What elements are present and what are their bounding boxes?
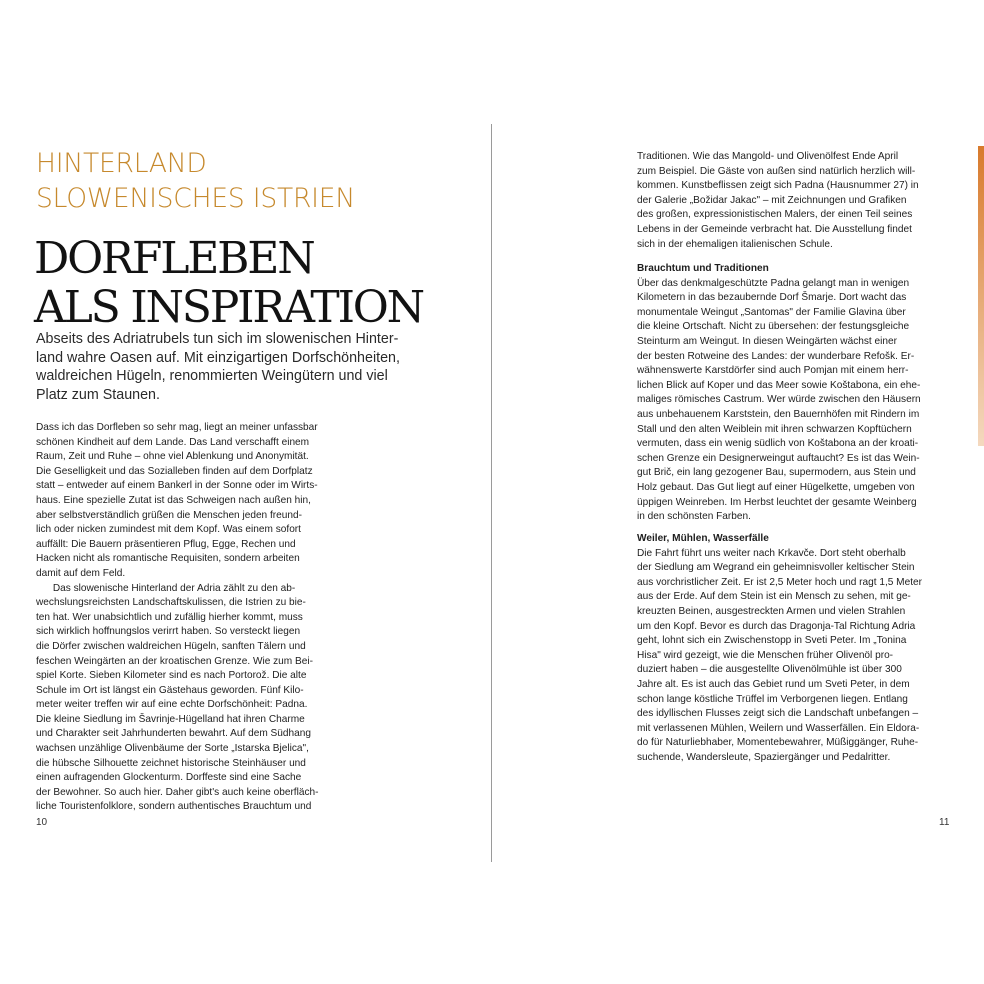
body-line: Steinturm am Weingut. In diesen Weingärten wächst einer (637, 335, 897, 347)
body-line: Das slowenische Hinterland der Adria zählt zu den ab- (36, 582, 296, 594)
body-line: aber selbstverständlich grüßen die Menschen jeden freund- (36, 509, 302, 521)
body-line: lich oder nicken zumindest mit dem Kopf. Was einem sofort (36, 524, 301, 536)
page-number-right: 11 (939, 817, 950, 828)
chapter-tab-marker (978, 146, 984, 446)
body-line: feschen Weingärten an der kroatischen Grenze. Wie zum Bei- (36, 655, 313, 667)
article-lead (36, 330, 416, 404)
section-brauchtum (637, 262, 955, 525)
body-line: suchende, Wandersleute, Spaziergänger und Pedalritter. (637, 751, 891, 763)
body-line: wachsen unzählige Olivenbäume der Sorte „Istarska Bjelica", (36, 743, 309, 755)
body-line: kreuzten Beinen, ausgestreckten Armen und vielen Strahlen (637, 605, 906, 617)
body-line: die Dörfer zwischen waldreichen Hügeln, sanften Tälern und (36, 640, 306, 652)
body-line: einen aufragenden Glockenturm. Dorffeste sind eine Sache (36, 772, 302, 784)
body-line: sich wirklich hoffnungslos verirrt haben. So versteckt liegen (36, 626, 301, 638)
body-line: wähnenswerte Karstdörfer sind auch Pomjan mit einem herr- (637, 365, 909, 377)
body-line: der Siedlung am Wegrand ein geheimnisvoller keltischer Stein (637, 562, 915, 574)
body-line: Traditionen. Wie das Mangold- und Olivenölfest Ende April (637, 151, 899, 162)
body-line: auffällt: Die Bauern präsentieren Pflug, Egge, Rechen und (36, 538, 296, 550)
body-line: Holz gebaut. Das Gut liegt auf einer Hügelkette, umgeben von (637, 481, 915, 493)
body-line: in den schönsten Farben. (637, 511, 751, 523)
body-line: duziert haben – die ausgestellte Olivenölmühle ist über 300 (637, 664, 902, 676)
body-line: die kleine Ortschaft. Nicht zu übersehen: der festungsgleiche (637, 321, 910, 333)
body-line: Dass ich das Dorfleben so sehr mag, liegt an meiner unfassbar (36, 422, 318, 433)
body-line: Stall und den alten Weiblein mit ihren schwarzen Kopftüchern (637, 423, 912, 435)
section-heading: Brauchtum und Traditionen (637, 263, 769, 274)
body-line: do für Naturliebhaber, Momentebewahrer, Müßiggänger, Ruhe- (637, 737, 919, 749)
lead-line: waldreichen Hügeln, renommierten Weingütern und viel (36, 368, 388, 385)
kicker-line: SLOWENISCHES ISTRIEN (36, 183, 355, 214)
body-line: die hübsche Silhouette zeichnet historische Steinhäuser und (36, 757, 306, 769)
body-line: Jahre alt. Es ist auch das Gebiet rund um Sveti Peter, in dem (637, 678, 910, 690)
body-line: um den Kopf. Bevor es durch das Dragonja-Tal Richtung Adria (637, 620, 916, 632)
body-line: Kilometern in das bezaubernde Dorf Šmarje. Dort wacht das (637, 292, 907, 304)
body-line: mit verlassenen Mühlen, Weilern und Wasserfällen. Ein Eldora- (637, 722, 920, 734)
body-line: schon lange köstliche Trüffel im Verborgenen liegen. Entlang (637, 693, 908, 705)
body-line: sich in der ehemaligen italienischen Schule. (637, 238, 833, 250)
body-line: Hacken nicht als romantische Requisiten, sondern arbeiten (36, 553, 300, 565)
body-line: und Charakter seit Jahrhunderten bewahrt. Auf dem Südhang (36, 728, 311, 740)
section-heading: Weiler, Mühlen, Wasserfälle (637, 533, 769, 544)
body-line: des idyllischen Flusses zeigt sich die Landschaft unbefangen – (637, 708, 919, 720)
right-intro-column (637, 150, 955, 252)
body-line: Schule im Ort ist längst ein Gästehaus geworden. Fünf Kilo- (36, 684, 304, 696)
body-line: gut Brič, ein lang gezogener Bau, supermodern, aus Stein und (637, 467, 916, 479)
body-line: schen Grenze ein Designerweingut auftaucht? Es ist das Wein- (637, 452, 920, 464)
section-weiler (637, 532, 955, 766)
lead-line: land wahre Oasen auf. Mit einzigartigen Dorfschönheiten, (36, 349, 400, 366)
body-line: spiel Korte. Sieben Kilometer sind es nach Portorož. Die alte (36, 670, 307, 682)
body-line: kommen. Kunstbeflissen zeigt sich Padna (Hausnummer 27) in (637, 180, 919, 192)
body-line: der Galerie „Božidar Jakac" – mit Zeichnungen und Grafiken (637, 194, 907, 206)
body-line: monumentale Weingut „Santomas" der Familie Glavina über (637, 306, 906, 318)
body-line: geht, lohnt sich ein Zwischenstopp in Sveti Peter. Im „Tonina (637, 635, 907, 647)
body-line: Hisa" wird gezeigt, wie die Menschen früher Olivenöl pro- (637, 649, 894, 661)
body-line: damit auf dem Feld. (36, 567, 126, 579)
body-line: lichen Blick auf Koper und das Meer sowie Koštabona, ein ehe- (637, 379, 921, 391)
body-line: meter weiter treffen wir auf eine echte Dorfschönheit: Padna. (36, 699, 308, 711)
body-line: der Bewohner. So auch hier. Daher gibt's auch keine oberfläch- (36, 786, 319, 798)
headline-line: ALS INSPIRATION (34, 282, 423, 333)
body-line: des großen, expressionistischen Malers, der einen Teil seines (637, 209, 913, 221)
body-line: statt – entweder auf einem Bankerl in der Sonne oder im Wirts- (36, 480, 318, 492)
body-line: aus vorchristlicher Zeit. Er ist 2,5 Meter hoch und ragt 1,5 Meter (637, 576, 922, 588)
article-headline (34, 234, 474, 332)
body-line: Über das denkmalgeschützte Padna gelangt man in wenigen (637, 277, 910, 289)
body-line: Die Fahrt führt uns weiter nach Krkavče. Dort steht oberhalb (637, 547, 906, 559)
body-line: wechslungsreichsten Landschaftskulissen, die Istrien zu bie- (36, 597, 306, 609)
lead-line: Platz zum Staunen. (36, 386, 160, 403)
body-line: der besten Rotweine des Landes: der wunderbare Refošk. Er- (637, 350, 915, 362)
kicker-line: HINTERLAND (36, 148, 207, 179)
body-line: liche Touristenfolklore, sondern authentisches Brauchtum und (36, 801, 312, 813)
page-gutter-line (491, 124, 492, 862)
section-kicker (36, 146, 456, 216)
body-line: vermuten, dass ein wenig südlich von Koštabona an der kroati- (637, 438, 919, 450)
left-body-column (36, 421, 356, 815)
headline-line: DORFLEBEN (34, 233, 314, 284)
body-line: Raum, Zeit und Ruhe – ohne viel Ablenkung und Anonymität. (36, 451, 309, 463)
body-line: schönen Kindheit auf dem Lande. Das Land verschafft einem (36, 436, 310, 448)
body-line: aus unbehauenem Karststein, den Bauernhöfen mit Rindern im (637, 408, 920, 420)
body-line: Die Geselligkeit und das Sozialleben finden auf dem Dorfplatz (36, 465, 313, 477)
body-line: Die kleine Siedlung im Šavrinje-Hügelland hat ihren Charme (36, 713, 305, 725)
body-line: haus. Eine spezielle Zutat ist das Schweigen nach außen hin, (36, 494, 311, 506)
body-line: ten hat. Wer unabsichtlich und zufällig hierher kommt, muss (36, 611, 303, 623)
body-line: aus der Erde. Auf dem Stein ist ein Mensch zu sehen, mit ge- (637, 591, 911, 603)
body-line: maliges römisches Castrum. Wer würde zwischen den Häusern (637, 394, 921, 406)
page-number-left: 10 (36, 817, 48, 828)
body-line: zum Beispiel. Die Gäste von außen sind natürlich herzlich will- (637, 165, 916, 177)
lead-line: Abseits des Adriatrubels tun sich im slowenischen Hinter- (36, 331, 399, 347)
body-line: Lebens in der Gemeinde verbracht hat. Die Ausstellung findet (637, 223, 912, 235)
body-line: üppigen Weinreben. Im Herbst leuchtet der gesamte Weinberg (637, 496, 917, 508)
